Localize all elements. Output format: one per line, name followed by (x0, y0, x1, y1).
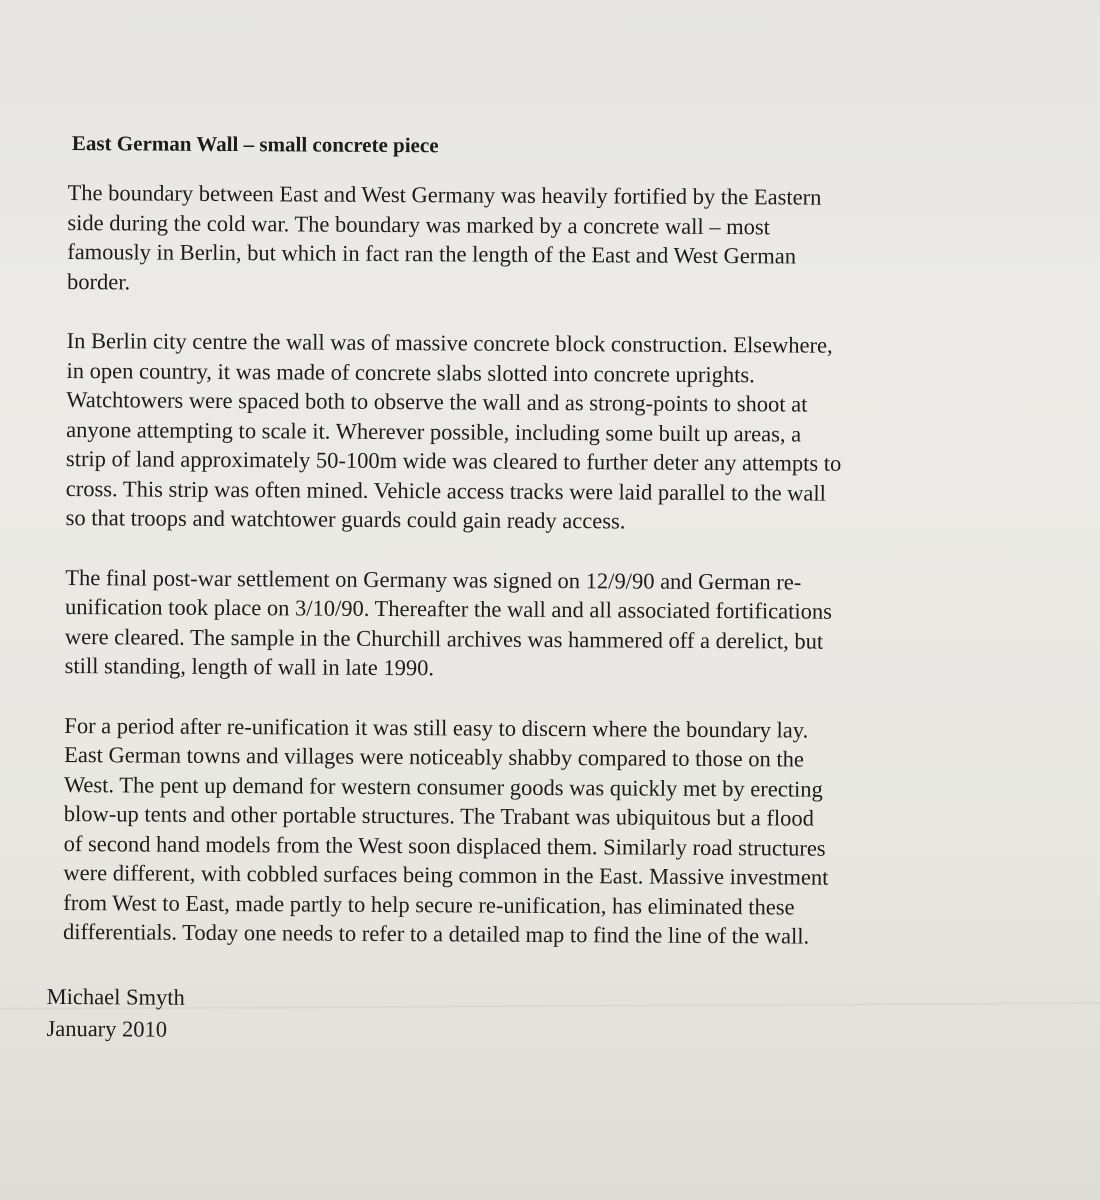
text-line: unification took place on 3/10/90. Thereafter the wall and all associated fortifications (65, 594, 832, 624)
text-line: in open country, it was made of concrete slabs slotted into concrete uprights. (66, 357, 755, 387)
text-line: The boundary between East and West Germany was heavily fortified by the Eastern (67, 180, 822, 210)
signature-date: January 2010 (46, 1015, 168, 1042)
text-line: Watchtowers were spaced both to observe the wall and as strong-points to shoot at (66, 387, 808, 417)
text-line: famously in Berlin, but which in fact ran the length of the East and West German (67, 239, 797, 269)
text-line: blow-up tents and other portable structures. The Trabant was ubiquitous but a flood (63, 801, 814, 831)
paragraph-1 (67, 178, 1062, 302)
text-line: border. (66, 268, 131, 294)
text-line: East German towns and villages were noticeably shabby compared to those on the (64, 742, 805, 772)
text-line: were different, with cobbled surfaces being common in the East. Massive investment (63, 860, 829, 890)
paragraph-3 (65, 563, 1060, 687)
document-body (46, 128, 1062, 1051)
text-line: The final post-war settlement on Germany was signed on 12/9/90 and German re- (65, 564, 802, 595)
text-line: from West to East, made partly to help secure re-unification, has eliminated these (63, 889, 795, 919)
text-line: of second hand models from the West soon displaced them. Similarly road structures (63, 830, 826, 861)
signature-block (46, 980, 1056, 1050)
document-title: East German Wall – small concrete piece (71, 131, 439, 158)
text-line: differentials. Today one needs to refer to a detailed map to find the line of the wall. (63, 919, 810, 949)
text-line: were cleared. The sample in the Churchill archives was hammered off a derelict, but (64, 623, 824, 654)
text-line: strip of land approximately 50-100m wide was cleared to further deter any attempts to (65, 446, 842, 476)
paragraph-2 (66, 326, 1061, 539)
text-line: West. The pent up demand for western consumer goods was quickly met by erecting (63, 771, 823, 802)
author-name: Michael Smyth (46, 983, 185, 1010)
text-line: side during the cold war. The boundary was marked by a concrete wall – most (67, 209, 771, 239)
text-line: anyone attempting to scale it. Wherever possible, including some built up areas, a (66, 416, 802, 447)
text-line: cross. This strip was often mined. Vehicle access tracks were laid parallel to the wall (65, 475, 827, 506)
text-line: so that troops and watchtower guards could gain ready access. (65, 505, 626, 534)
paragraph-4 (63, 711, 1058, 953)
text-line: still standing, length of wall in late 1990. (64, 653, 435, 681)
text-line: For a period after re-unification it was still easy to discern where the boundary lay. (64, 712, 809, 743)
text-line: In Berlin city centre the wall was of massive concrete block construction. Elsewhere, (66, 328, 833, 358)
